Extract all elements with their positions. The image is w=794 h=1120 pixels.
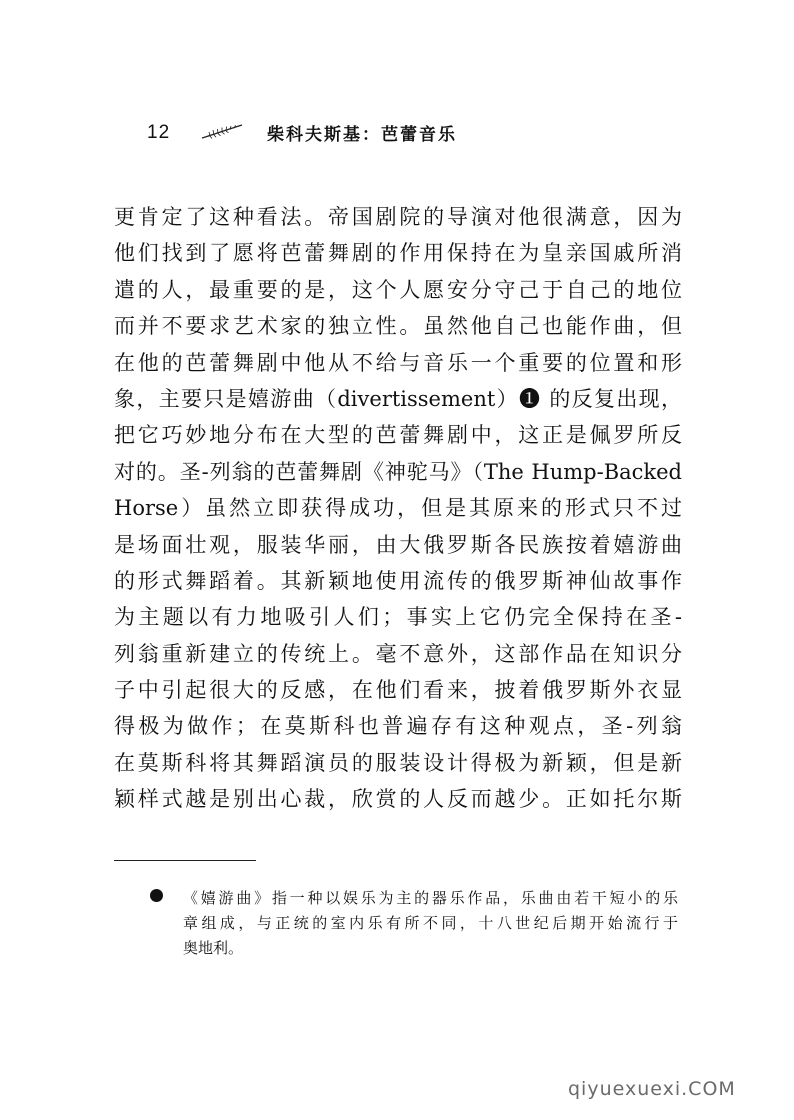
footnote-line: 奥地利。 <box>183 939 244 957</box>
footnote-line: 《嬉游曲》指一种以娱乐为主的器乐作品，乐曲由若干短小的乐 <box>183 889 678 907</box>
text-line: 子中引起很大的反感，在他们看来，披着俄罗斯外衣显 <box>114 678 682 703</box>
running-title: 柴科夫斯基：芭蕾音乐 <box>267 125 457 145</box>
text-line: 把它巧妙地分布在大型的芭蕾舞剧中，这正是佩罗所反 <box>114 423 682 448</box>
footnote-marker-icon <box>150 889 163 902</box>
text-line: 是场面壮观，服装华丽，由大俄罗斯各民族按着嬉游曲 <box>114 532 682 557</box>
text-line: 在他的芭蕾舞剧中他从不给与音乐一个重要的位置和形 <box>114 350 682 375</box>
footnote <box>150 886 678 961</box>
watermark: qiyuexuexi.COM <box>568 1078 736 1100</box>
text-line: 颖样式越是别出心裁，欣赏的人反而越少。正如托尔斯 <box>114 787 682 812</box>
text-line: 对的。圣-列翁的芭蕾舞剧《神驼马》（The Hump-Backed <box>114 459 682 484</box>
page-header <box>147 120 567 150</box>
text-line: 得极为做作；在莫斯科也普遍存有这种观点，圣-列翁 <box>114 714 682 739</box>
footnote-divider <box>114 860 256 861</box>
feather-ornament-icon <box>200 124 244 140</box>
text-line: 遣的人，最重要的是，这个人愿安分守己于自己的地位 <box>114 277 682 302</box>
text-line: 列翁重新建立的传统上。毫不意外，这部作品在知识分 <box>114 641 682 666</box>
text-line: 而并不要求艺术家的独立性。虽然他自己也能作曲，但 <box>114 314 682 339</box>
text-line: 更肯定了这种看法。帝国剧院的导演对他很满意，因为 <box>114 205 682 229</box>
text-line: 他们找到了愿将芭蕾舞剧的作用保持在为皇亲国戚所消 <box>114 241 682 266</box>
text-line: 为主题以有力地吸引人们；事实上它仍完全保持在圣- <box>114 605 682 630</box>
body-text <box>114 199 682 818</box>
text-line: 的形式舞蹈着。其新颖地使用流传的俄罗斯神仙故事作 <box>114 568 682 593</box>
text-line: Horse）虽然立即获得成功，但是其原来的形式只不过 <box>114 496 682 521</box>
text-line: 在莫斯科将其舞蹈演员的服装设计得极为新颖，但是新 <box>114 750 682 775</box>
footnote-line: 章组成，与正统的室内乐有所不同，十八世纪后期开始流行于 <box>183 914 678 932</box>
text-line: 象，主要只是嬉游曲（divertissement）❶ 的反复出现， <box>114 386 682 411</box>
page-number: 12 <box>147 122 171 143</box>
